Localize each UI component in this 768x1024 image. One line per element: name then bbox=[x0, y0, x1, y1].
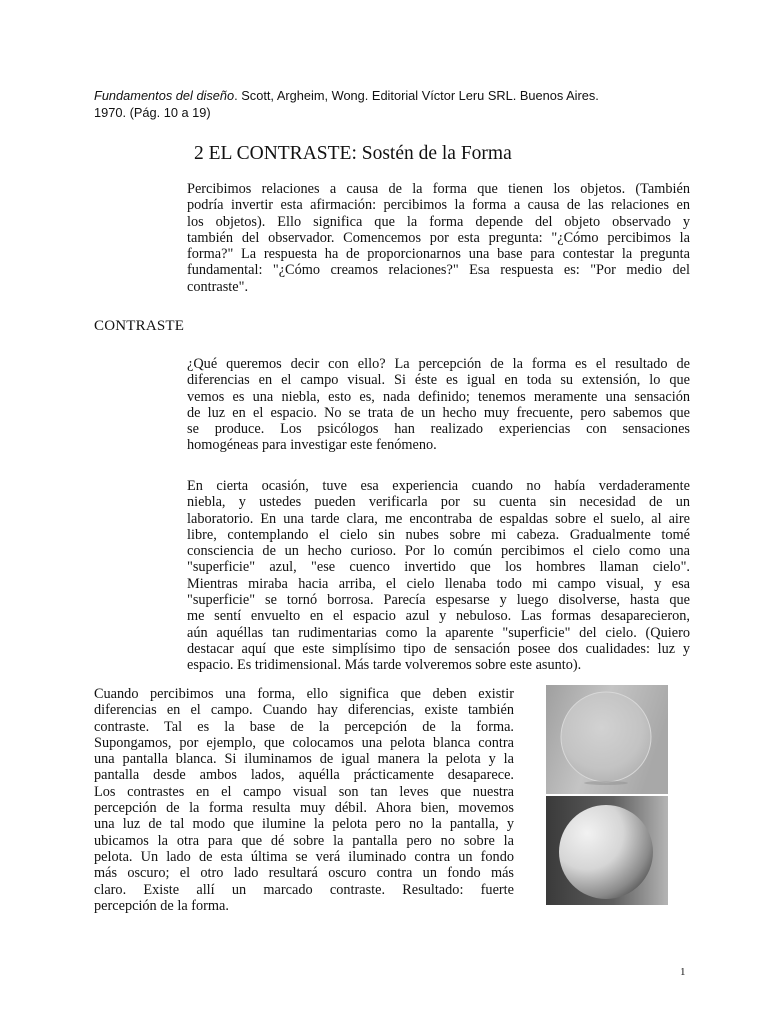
paragraph-line: aún aquéllas tan rudimentarias como la aparente "superficie" del cielo. (Quiero bbox=[187, 624, 690, 641]
paragraph-line: espacio. Es tridimensional. Más tarde volveremos sobre este asunto). bbox=[187, 657, 582, 674]
paragraph-line: vemos es una niebla, esto es, nada definido; tenemos meramente una sensación bbox=[187, 388, 690, 405]
intro-paragraph bbox=[187, 181, 690, 295]
paragraph-line: Supongamos, por ejemplo, que colocamos una pelota blanca contra bbox=[94, 734, 514, 751]
paragraph-line: Mientras miraba hacia arriba, el cielo llenaba todo mi campo visual, y esa bbox=[187, 575, 690, 592]
paragraph-line: Percibimos relaciones a causa de la forma que tienen los objetos. (También bbox=[187, 181, 690, 197]
paragraph-line: "superficie" azul, "ese cuenco invertido que los hombres llaman cielo". bbox=[187, 559, 690, 576]
paragraph-line: ¿Qué queremos decir con ello? La percepción de la forma es el resultado de bbox=[187, 356, 690, 372]
paragraph-line: forma?" La respuesta ha de proporcionarnos una base para contestar la pregunta bbox=[187, 246, 690, 263]
citation-details-line2: 1970. (Pág. 10 a 19) bbox=[94, 105, 211, 120]
chapter-title: 2 EL CONTRASTE: Sostén de la Forma bbox=[194, 143, 512, 164]
paragraph-line: una luz de tal modo que ilumine la pelota pero no la pantalla, y bbox=[94, 816, 514, 833]
paragraph-line: ubicamos la otra para que dé sobre la pantalla pero no sobre la bbox=[94, 832, 514, 849]
contrast-paragraph-1 bbox=[187, 356, 690, 454]
section-heading: CONTRASTE bbox=[94, 318, 185, 334]
paragraph-line: percepción de la forma. bbox=[94, 897, 229, 914]
paragraph-line: los objetos). Ello significa que la forma depende del objeto observado y bbox=[187, 213, 690, 230]
citation-details: . Scott, Argheim, Wong. Editorial Víctor Leru SRL. Buenos Aires. bbox=[234, 88, 599, 103]
paragraph-line: más oscuro; el otro lado resultará oscuro contra un fondo más bbox=[94, 865, 514, 882]
paragraph-line: consciencia de un hecho curioso. Por lo común percibimos el cielo como una bbox=[187, 543, 690, 560]
contrast-paragraph-2 bbox=[187, 478, 690, 674]
low-contrast-ball-photo bbox=[546, 685, 668, 794]
paragraph-line: Cuando percibimos una forma, ello significa que deben existir bbox=[94, 686, 514, 702]
paragraph-line: una pantalla blanca. Si iluminamos de igual manera la pelota y la bbox=[94, 751, 514, 768]
paragraph-line: fundamental: "¿Cómo creamos relaciones?" Esa respuesta es: "Por medio del bbox=[187, 262, 690, 279]
page-number: 1 bbox=[680, 966, 686, 978]
paragraph-line: contraste. Tal es la base de la percepción de la forma. bbox=[94, 718, 514, 735]
paragraph-line: pelota. Un lado de esta última se verá iluminado contra un fondo bbox=[94, 848, 514, 865]
paragraph-line: En cierta ocasión, tuve esa experiencia cuando no había verdaderamente bbox=[187, 478, 690, 494]
paragraph-line: también del observador. Comencemos por esta pregunta: "¿Cómo percibimos la bbox=[187, 229, 690, 246]
paragraph-line: Los contrastes en el campo visual son tan leves que nuestra bbox=[94, 783, 514, 800]
paragraph-line: libre, contemplando el cielo sin nubes sobre mi cabeza. Gradualmente tomé bbox=[187, 526, 690, 543]
paragraph-line: se produce. Los psicólogos han realizado experiencias con sensaciones bbox=[187, 421, 690, 438]
paragraph-line: niebla, y ustedes pueden verificarla por su cuenta sin necesidad de un bbox=[187, 494, 690, 511]
paragraph-line: homogéneas para investigar este fenómeno. bbox=[187, 437, 437, 454]
paragraph-line: percepción de la forma resulta muy débil. Ahora bien, movemos bbox=[94, 800, 514, 817]
paragraph-line: pantalla desde ambos lados, aquélla prácticamente desaparece. bbox=[94, 767, 514, 784]
paragraph-line: contraste". bbox=[187, 278, 249, 295]
contrast-paragraph-3 bbox=[94, 686, 514, 914]
paragraph-line: "superficie" se tornó borrosa. Parecía espesarse y luego disolverse, hasta que bbox=[187, 592, 690, 609]
citation bbox=[94, 87, 694, 121]
citation-book-title: Fundamentos del diseño bbox=[94, 88, 235, 103]
paragraph-line: diferencias en el campo. Cuando hay diferencias, existe también bbox=[94, 702, 514, 719]
paragraph-line: laboratorio. En una tarde clara, me encontraba de espaldas sobre el suelo, al aire bbox=[187, 510, 690, 527]
paragraph-line: me sentí envuelto en el espacio azul y nebuloso. Las formas desaparecieron, bbox=[187, 608, 690, 625]
paragraph-line: de luz en el espacio. No se trata de un hecho muy frecuente, pero sabemos que bbox=[187, 404, 690, 421]
paragraph-line: claro. Existe allí un marcado contraste. Resultado: fuerte bbox=[94, 881, 514, 898]
paragraph-line: diferencias en el campo visual. Si éste es igual en toda su extensión, lo que bbox=[187, 372, 690, 389]
paragraph-line: podría invertir esta afirmación: percibimos la forma a causa de las relaciones en bbox=[187, 197, 690, 214]
paragraph-line: destacar aquí que este simplísimo tipo de sensación posee dos cualidades: luz y bbox=[187, 640, 690, 657]
high-contrast-ball-photo bbox=[546, 796, 668, 905]
